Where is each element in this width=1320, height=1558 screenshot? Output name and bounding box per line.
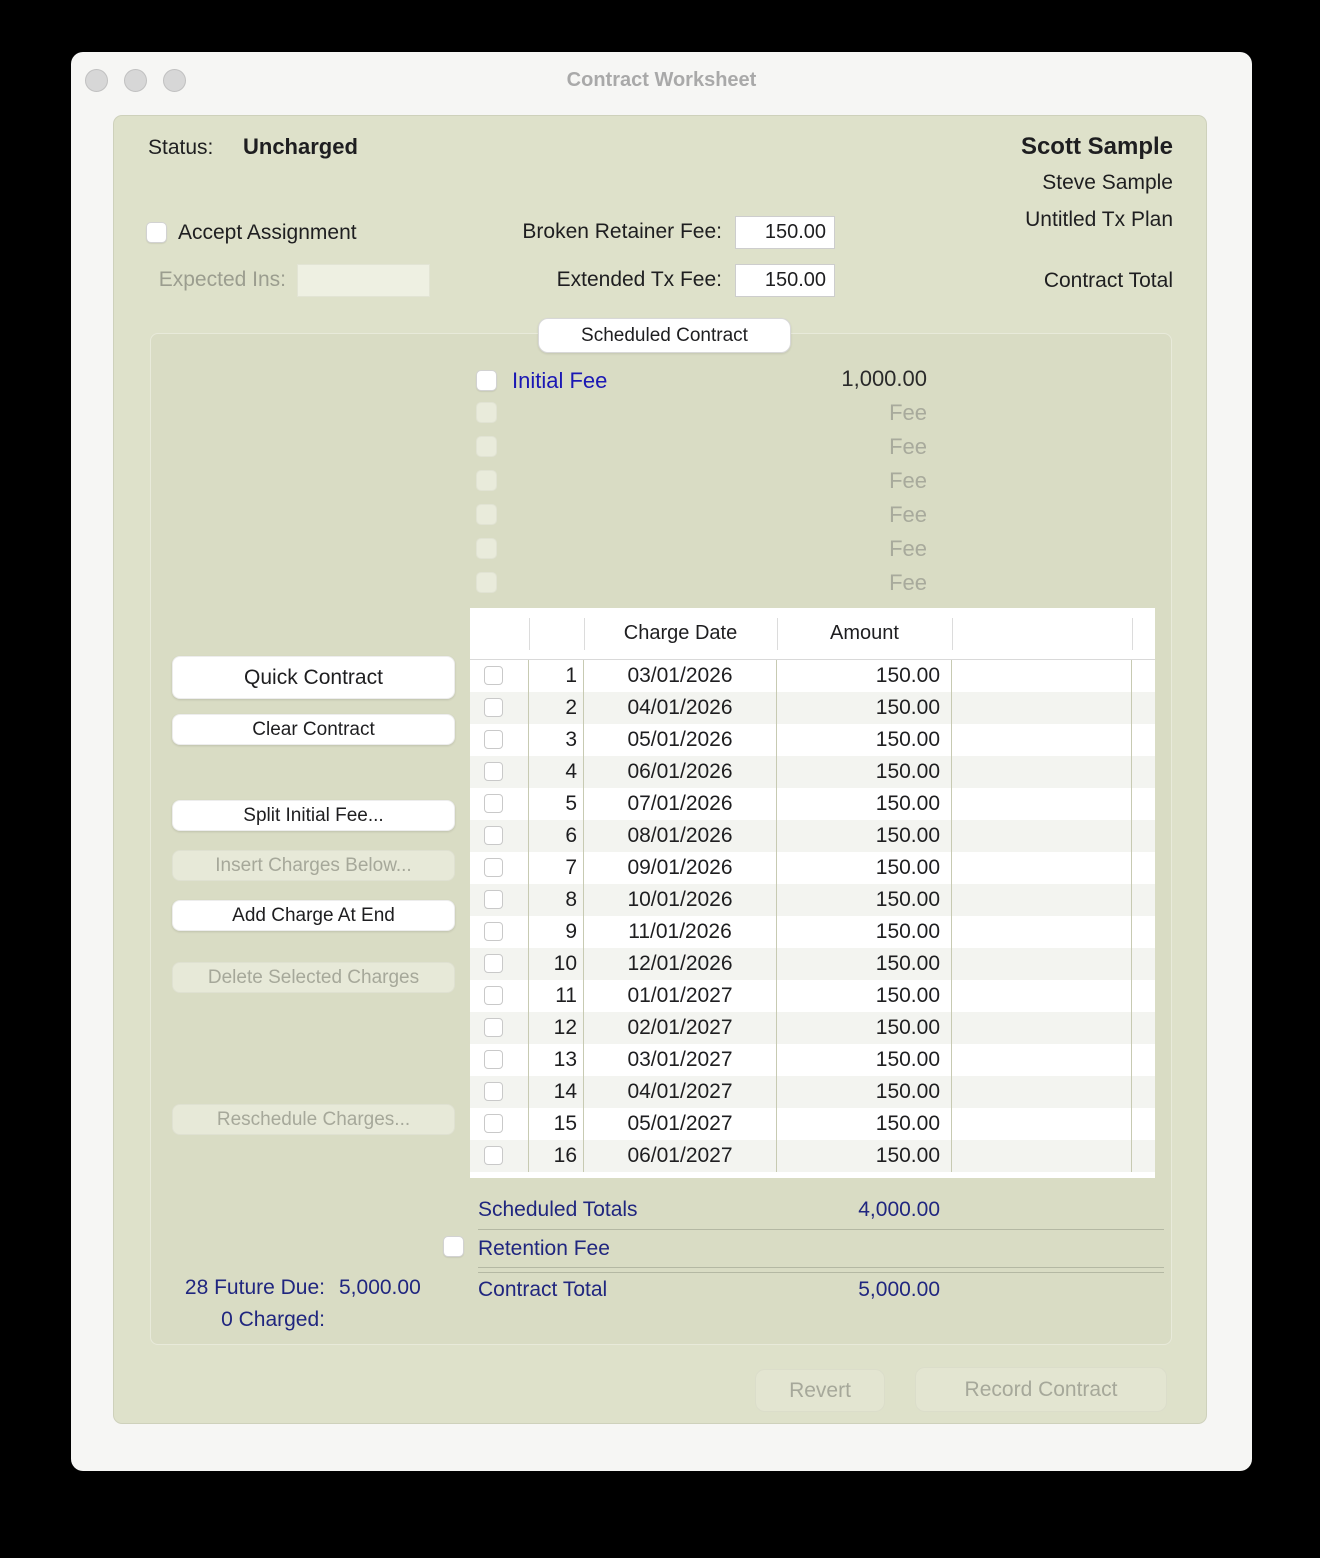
row-amount: 150.00 bbox=[777, 1044, 952, 1076]
fee-placeholder-label: Fee bbox=[889, 400, 927, 425]
row-end-cell bbox=[1132, 724, 1155, 756]
row-checkbox-cell bbox=[470, 1044, 529, 1076]
charged-label: 0 Charged: bbox=[221, 1308, 325, 1331]
row-extra-cell bbox=[952, 1012, 1132, 1044]
row-number: 7 bbox=[529, 852, 584, 884]
expected-ins-label: Expected Ins: bbox=[158, 268, 286, 291]
totals-divider bbox=[478, 1229, 1164, 1230]
broken-retainer-fee-input[interactable]: 150.00 bbox=[735, 216, 835, 249]
future-due-label: 28 Future Due: bbox=[184, 1276, 325, 1299]
expected-ins-input bbox=[297, 264, 430, 297]
row-checkbox[interactable] bbox=[484, 730, 503, 749]
table-row[interactable] bbox=[470, 724, 1155, 756]
fee-checkbox-disabled bbox=[476, 504, 497, 525]
row-charge-date: 07/01/2026 bbox=[584, 788, 777, 820]
row-end-cell bbox=[1132, 948, 1155, 980]
row-checkbox[interactable] bbox=[484, 762, 503, 781]
fee-placeholder-row bbox=[476, 500, 927, 534]
table-row[interactable] bbox=[470, 1012, 1155, 1044]
record-contract-button: Record Contract bbox=[915, 1367, 1167, 1412]
row-number: 13 bbox=[529, 1044, 584, 1076]
minimize-button[interactable] bbox=[124, 69, 147, 92]
fee-placeholder-label: Fee bbox=[889, 570, 927, 595]
row-end-cell bbox=[1132, 1108, 1155, 1140]
row-extra-cell bbox=[952, 660, 1132, 692]
quick-contract-button[interactable]: Quick Contract bbox=[172, 656, 455, 699]
row-checkbox[interactable] bbox=[484, 666, 503, 685]
row-charge-date: 06/01/2027 bbox=[584, 1140, 777, 1172]
row-charge-date: 10/01/2026 bbox=[584, 884, 777, 916]
row-checkbox-cell bbox=[470, 1108, 529, 1140]
charge-table bbox=[470, 608, 1155, 1178]
initial-fee-checkbox[interactable] bbox=[476, 370, 497, 391]
traffic-lights bbox=[85, 69, 186, 92]
fee-placeholder-row bbox=[476, 398, 927, 432]
row-amount: 150.00 bbox=[777, 1140, 952, 1172]
row-checkbox-cell bbox=[470, 660, 529, 692]
row-number: 14 bbox=[529, 1076, 584, 1108]
table-row[interactable] bbox=[470, 692, 1155, 724]
row-amount: 150.00 bbox=[777, 820, 952, 852]
row-checkbox[interactable] bbox=[484, 1146, 503, 1165]
row-checkbox-cell bbox=[470, 1012, 529, 1044]
row-charge-date: 04/01/2026 bbox=[584, 692, 777, 724]
row-checkbox[interactable] bbox=[484, 922, 503, 941]
fee-placeholder-row bbox=[476, 534, 927, 568]
row-amount: 150.00 bbox=[777, 724, 952, 756]
row-amount: 150.00 bbox=[777, 1108, 952, 1140]
future-due-value: 5,000.00 bbox=[339, 1276, 421, 1299]
row-charge-date: 04/01/2027 bbox=[584, 1076, 777, 1108]
close-button[interactable] bbox=[85, 69, 108, 92]
row-checkbox-cell bbox=[470, 756, 529, 788]
row-end-cell bbox=[1132, 788, 1155, 820]
revert-button: Revert bbox=[755, 1369, 885, 1412]
retention-fee-label: Retention Fee bbox=[478, 1237, 610, 1260]
row-number: 15 bbox=[529, 1108, 584, 1140]
status-value: Uncharged bbox=[243, 134, 358, 159]
row-end-cell bbox=[1132, 1076, 1155, 1108]
row-end-cell bbox=[1132, 980, 1155, 1012]
row-amount: 150.00 bbox=[777, 1012, 952, 1044]
row-number: 2 bbox=[529, 692, 584, 724]
reschedule-charges-button: Reschedule Charges... bbox=[172, 1104, 455, 1135]
contract-total-divider bbox=[478, 1267, 1164, 1273]
charge-table-header bbox=[470, 608, 1155, 660]
row-amount: 150.00 bbox=[777, 852, 952, 884]
row-extra-cell bbox=[952, 884, 1132, 916]
row-checkbox-cell bbox=[470, 852, 529, 884]
row-number: 1 bbox=[529, 660, 584, 692]
split-initial-fee-button[interactable]: Split Initial Fee... bbox=[172, 800, 455, 831]
header-divider bbox=[584, 618, 585, 650]
fee-list bbox=[476, 364, 927, 602]
table-row[interactable] bbox=[470, 1076, 1155, 1108]
plan-name: Untitled Tx Plan bbox=[1025, 208, 1173, 231]
row-amount: 150.00 bbox=[777, 980, 952, 1012]
header-charge-date: Charge Date bbox=[623, 622, 738, 644]
row-extra-cell bbox=[952, 724, 1132, 756]
header-end-col bbox=[1132, 608, 1155, 659]
row-extra-cell bbox=[952, 756, 1132, 788]
fee-checkbox-disabled bbox=[476, 572, 497, 593]
row-amount: 150.00 bbox=[777, 948, 952, 980]
fee-placeholder-label: Fee bbox=[889, 502, 927, 527]
row-number: 5 bbox=[529, 788, 584, 820]
table-row[interactable] bbox=[470, 1140, 1155, 1172]
fee-placeholder-row bbox=[476, 568, 927, 602]
table-row[interactable] bbox=[470, 852, 1155, 884]
fee-placeholder-row bbox=[476, 432, 927, 466]
zoom-button[interactable] bbox=[163, 69, 186, 92]
accept-assignment-checkbox[interactable] bbox=[146, 222, 167, 243]
table-row[interactable] bbox=[470, 948, 1155, 980]
row-checkbox-cell bbox=[470, 724, 529, 756]
initial-fee-label[interactable]: Initial Fee bbox=[512, 368, 608, 393]
row-end-cell bbox=[1132, 820, 1155, 852]
row-checkbox[interactable] bbox=[484, 954, 503, 973]
row-extra-cell bbox=[952, 980, 1132, 1012]
header-checkbox-col bbox=[470, 608, 529, 659]
row-checkbox[interactable] bbox=[484, 826, 503, 845]
row-amount: 150.00 bbox=[777, 1076, 952, 1108]
row-charge-date: 05/01/2026 bbox=[584, 724, 777, 756]
row-charge-date: 08/01/2026 bbox=[584, 820, 777, 852]
row-number: 16 bbox=[529, 1140, 584, 1172]
table-row[interactable] bbox=[470, 1108, 1155, 1140]
fee-checkbox-disabled bbox=[476, 436, 497, 457]
header-divider bbox=[1132, 618, 1133, 650]
row-number: 3 bbox=[529, 724, 584, 756]
row-charge-date: 11/01/2026 bbox=[584, 916, 777, 948]
table-row[interactable] bbox=[470, 916, 1155, 948]
broken-retainer-fee-label: Broken Retainer Fee: bbox=[522, 220, 722, 243]
row-number: 4 bbox=[529, 756, 584, 788]
fee-checkbox-disabled bbox=[476, 538, 497, 559]
row-end-cell bbox=[1132, 1140, 1155, 1172]
delete-selected-charges-button: Delete Selected Charges bbox=[172, 962, 455, 993]
row-extra-cell bbox=[952, 1108, 1132, 1140]
header-divider bbox=[529, 618, 530, 650]
row-checkbox-cell bbox=[470, 916, 529, 948]
row-end-cell bbox=[1132, 852, 1155, 884]
row-extra-cell bbox=[952, 1140, 1132, 1172]
insert-charges-below-button: Insert Charges Below... bbox=[172, 850, 455, 881]
status-label: Status: bbox=[148, 136, 214, 159]
row-extra-cell bbox=[952, 788, 1132, 820]
window-title: Contract Worksheet bbox=[566, 68, 757, 91]
row-end-cell bbox=[1132, 884, 1155, 916]
header-divider bbox=[952, 618, 953, 650]
row-end-cell bbox=[1132, 692, 1155, 724]
row-amount: 150.00 bbox=[777, 916, 952, 948]
charge-table-body bbox=[470, 660, 1155, 1172]
row-amount: 150.00 bbox=[777, 884, 952, 916]
row-checkbox-cell bbox=[470, 884, 529, 916]
table-row[interactable] bbox=[470, 1044, 1155, 1076]
row-charge-date: 03/01/2026 bbox=[584, 660, 777, 692]
row-charge-date: 06/01/2026 bbox=[584, 756, 777, 788]
table-row[interactable] bbox=[470, 660, 1155, 692]
row-extra-cell bbox=[952, 948, 1132, 980]
row-checkbox[interactable] bbox=[484, 890, 503, 909]
row-checkbox-cell bbox=[470, 692, 529, 724]
future-due-row bbox=[100, 1276, 480, 1300]
row-checkbox-cell bbox=[470, 980, 529, 1012]
row-end-cell bbox=[1132, 1044, 1155, 1076]
row-checkbox-cell bbox=[470, 948, 529, 980]
row-extra-cell bbox=[952, 1076, 1132, 1108]
accept-assignment-label: Accept Assignment bbox=[178, 221, 357, 244]
row-charge-date: 03/01/2027 bbox=[584, 1044, 777, 1076]
row-amount: 150.00 bbox=[777, 660, 952, 692]
extended-tx-fee-input[interactable]: 150.00 bbox=[735, 264, 835, 297]
table-row[interactable] bbox=[470, 820, 1155, 852]
row-extra-cell bbox=[952, 1044, 1132, 1076]
row-end-cell bbox=[1132, 1012, 1155, 1044]
row-extra-cell bbox=[952, 692, 1132, 724]
scheduled-contract-tab[interactable]: Scheduled Contract bbox=[538, 318, 791, 353]
row-charge-date: 02/01/2027 bbox=[584, 1012, 777, 1044]
row-number: 12 bbox=[529, 1012, 584, 1044]
row-checkbox[interactable] bbox=[484, 1082, 503, 1101]
row-number: 11 bbox=[529, 980, 584, 1012]
contract-total-label: Contract Total bbox=[478, 1278, 608, 1301]
fee-placeholder-label: Fee bbox=[889, 536, 927, 561]
row-end-cell bbox=[1132, 916, 1155, 948]
fee-placeholder-label: Fee bbox=[889, 434, 927, 459]
row-amount: 150.00 bbox=[777, 788, 952, 820]
row-checkbox[interactable] bbox=[484, 1114, 503, 1133]
header-divider bbox=[777, 618, 778, 650]
add-charge-at-end-button[interactable]: Add Charge At End bbox=[172, 900, 455, 931]
header-number-col bbox=[529, 608, 584, 659]
header-amount: Amount bbox=[830, 622, 899, 644]
retention-fee-checkbox[interactable] bbox=[443, 1236, 464, 1257]
row-charge-date: 05/01/2027 bbox=[584, 1108, 777, 1140]
scheduled-totals-value: 4,000.00 bbox=[858, 1198, 940, 1221]
row-number: 10 bbox=[529, 948, 584, 980]
row-checkbox[interactable] bbox=[484, 1050, 503, 1069]
extended-tx-fee-label: Extended Tx Fee: bbox=[556, 268, 722, 291]
fee-placeholder-row bbox=[476, 466, 927, 500]
row-checkbox[interactable] bbox=[484, 698, 503, 717]
row-checkbox-cell bbox=[470, 788, 529, 820]
table-row[interactable] bbox=[470, 884, 1155, 916]
clear-contract-button[interactable]: Clear Contract bbox=[172, 714, 455, 745]
secondary-name: Steve Sample bbox=[1042, 171, 1173, 194]
row-amount: 150.00 bbox=[777, 692, 952, 724]
row-end-cell bbox=[1132, 660, 1155, 692]
table-row[interactable] bbox=[470, 788, 1155, 820]
header-extra-col bbox=[952, 608, 1132, 659]
row-charge-date: 01/01/2027 bbox=[584, 980, 777, 1012]
row-charge-date: 12/01/2026 bbox=[584, 948, 777, 980]
row-number: 9 bbox=[529, 916, 584, 948]
table-row[interactable] bbox=[470, 980, 1155, 1012]
row-extra-cell bbox=[952, 820, 1132, 852]
scheduled-totals-label: Scheduled Totals bbox=[478, 1198, 638, 1221]
initial-fee-row bbox=[476, 364, 927, 398]
contract-total-value: 5,000.00 bbox=[858, 1278, 940, 1301]
row-amount: 150.00 bbox=[777, 756, 952, 788]
fee-checkbox-disabled bbox=[476, 470, 497, 491]
row-number: 8 bbox=[529, 884, 584, 916]
row-checkbox-cell bbox=[470, 1076, 529, 1108]
row-checkbox-cell bbox=[470, 820, 529, 852]
row-number: 6 bbox=[529, 820, 584, 852]
row-extra-cell bbox=[952, 916, 1132, 948]
row-checkbox[interactable] bbox=[484, 986, 503, 1005]
row-checkbox[interactable] bbox=[484, 858, 503, 877]
title-bar bbox=[71, 52, 1252, 108]
row-checkbox-cell bbox=[470, 1140, 529, 1172]
row-extra-cell bbox=[952, 852, 1132, 884]
contract-worksheet-window bbox=[71, 52, 1252, 1471]
row-end-cell bbox=[1132, 756, 1155, 788]
patient-name: Scott Sample bbox=[1020, 133, 1173, 160]
table-row[interactable] bbox=[470, 756, 1155, 788]
initial-fee-amount: 1,000.00 bbox=[841, 366, 927, 391]
row-charge-date: 09/01/2026 bbox=[584, 852, 777, 884]
row-checkbox[interactable] bbox=[484, 794, 503, 813]
fee-checkbox-disabled bbox=[476, 402, 497, 423]
contract-total-header-label: Contract Total bbox=[1043, 269, 1173, 292]
fee-placeholder-label: Fee bbox=[889, 468, 927, 493]
row-checkbox[interactable] bbox=[484, 1018, 503, 1037]
